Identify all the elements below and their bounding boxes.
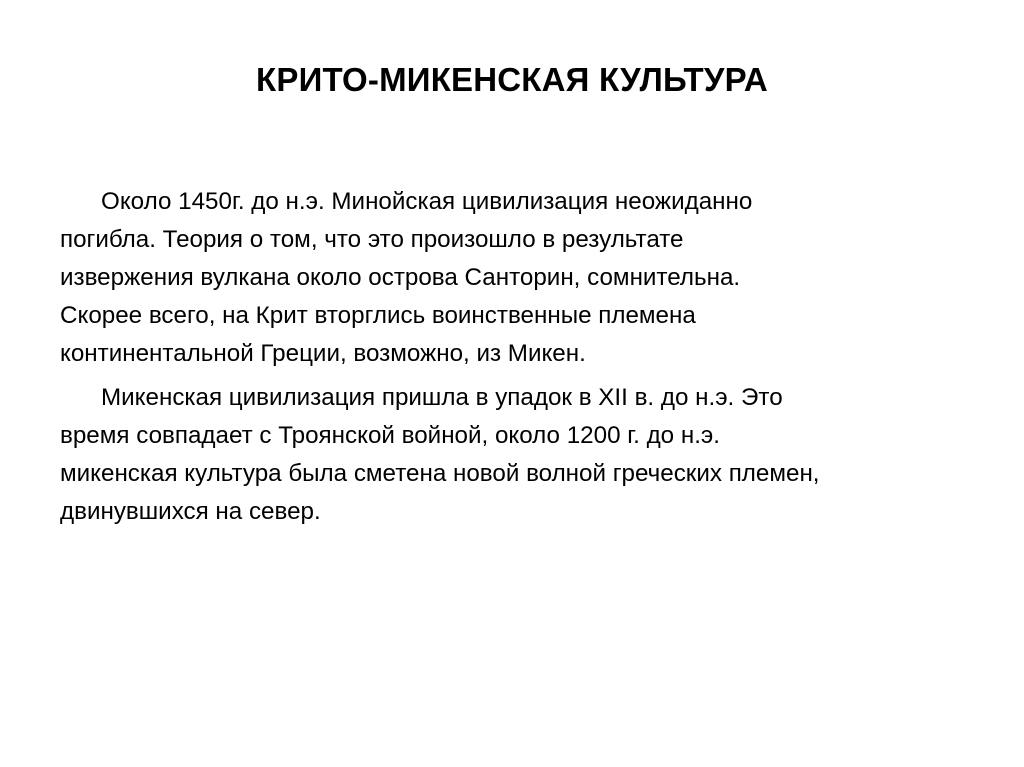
slide-title: КРИТО-МИКЕНСКАЯ КУЛЬТУРА [256, 61, 768, 98]
paragraph-minoan-decline [60, 183, 980, 373]
text-line: время совпадает с Троянской войной, около 1200 г. до н.э. [60, 422, 720, 449]
text-line: погибла. Теория о том, что это произошло в результате [60, 226, 684, 253]
text-line: Микенская цивилизация пришла в упадок в XII в. до н.э. Это [101, 384, 783, 411]
text-line: двинувшихся на север. [60, 498, 321, 525]
text-line: континентальной Греции, возможно, из Микен. [60, 340, 586, 367]
slide-body [60, 183, 980, 537]
text-line: Скорее всего, на Крит вторглись воинственные племена [60, 302, 696, 329]
text-line: извержения вулкана около острова Санторин, сомнительна. [60, 264, 741, 291]
text-line: Около 1450г. до н.э. Минойская цивилизация неожиданно [101, 188, 753, 215]
text-line: микенская культура была сметена новой волной греческих племен, [60, 460, 820, 487]
paragraph-mycenaean-decline [60, 379, 980, 531]
